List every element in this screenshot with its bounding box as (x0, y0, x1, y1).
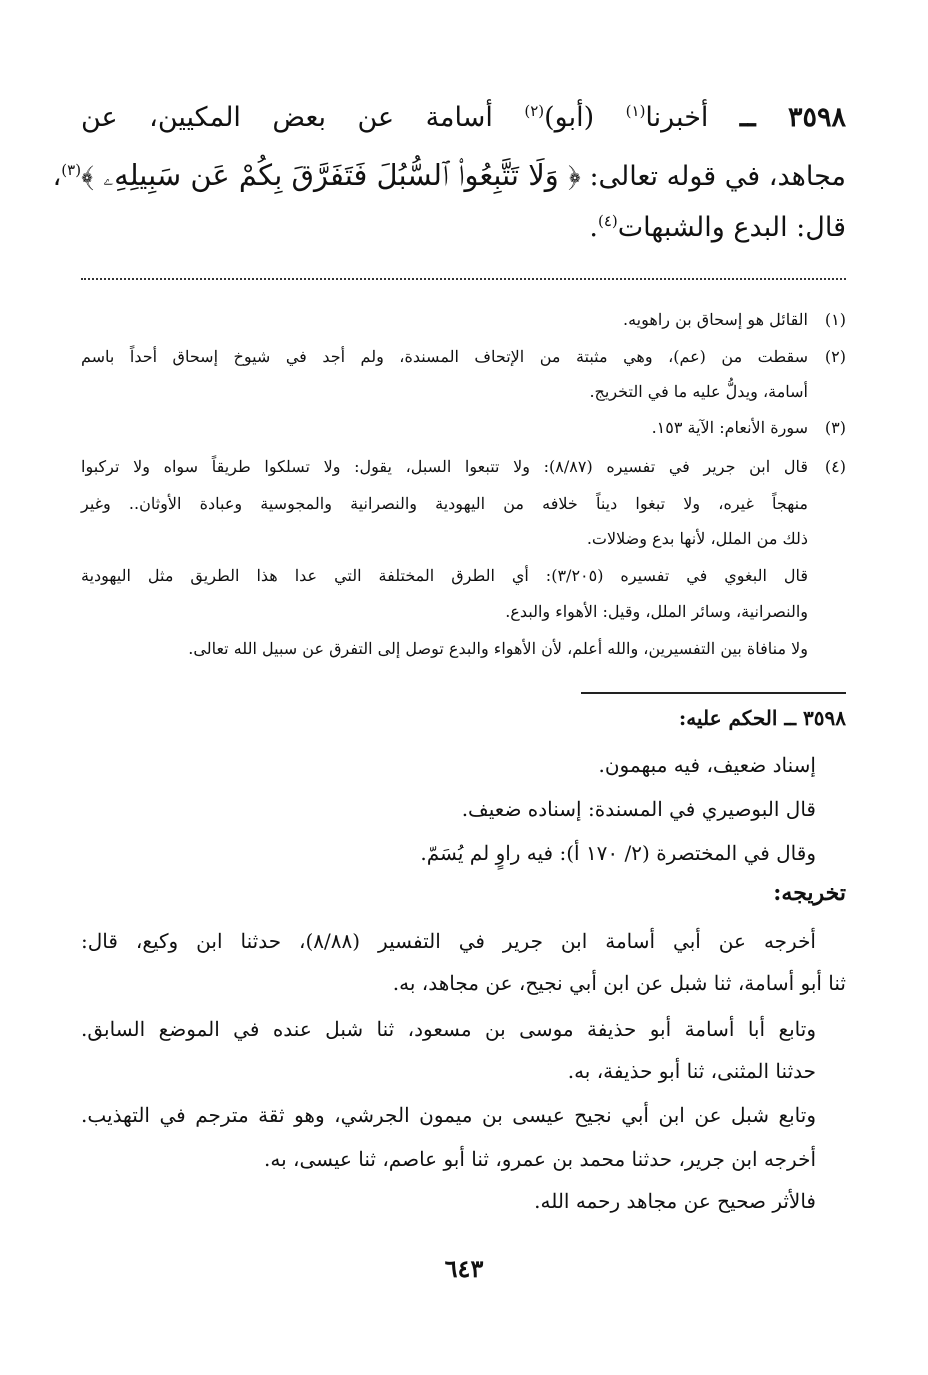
footnote-ref-2[interactable]: (٢) (524, 102, 545, 120)
footnote-2-cont: أسامة، ويدلُّ عليه ما في التخريج. (589, 382, 808, 401)
hadith-line-3 (81, 212, 846, 244)
footnote-ref-1[interactable]: (١) (625, 102, 646, 120)
footnote-number: (٢) (824, 347, 846, 366)
hadith-text: مجاهد، في قوله تعالى: (589, 161, 846, 192)
takhrij-line: حدثنا المثنى، ثنا أبو حذيفة، به. (567, 1059, 816, 1083)
hukm-line: وقال في المختصرة (٢/ ١٧٠ أ): فيه راوٍ لم يُسَمّ. (420, 841, 816, 865)
takhrij-line: فالأثر صحيح عن مجاهد رحمه الله. (534, 1189, 816, 1213)
takhrij-line: ثنا أبو أسامة، ثنا شبل عن ابن أبي نجيح، عن مجاهد، به. (392, 971, 846, 995)
footnote-3 (81, 418, 846, 438)
footnote-text: سقطت من (عم)، وهي مثبتة من الإتحاف المسندة، ولم أجد في شيوخ إسحاق أحداً باسم (81, 347, 808, 366)
hukm-line: إسناد ضعيف، فيه مبهمون. (598, 753, 816, 777)
hadith-number: ٣٥٩٨ ــ (739, 102, 846, 133)
footnote-ref-4[interactable]: (٤) (597, 212, 618, 230)
footnote-number: (٤) (824, 457, 847, 476)
footnote-2 (81, 347, 846, 367)
hadith-text: أسامة عن بعض المكيين، عن (81, 102, 493, 133)
hukm-line: قال البوصيري في المسندة: إسناده ضعيف. (461, 797, 816, 821)
footnote-4-cont: ولا منافاة بين التفسيرين، والله أعلم، لأن الأهواء والبدع توصل إلى التفرق عن سبيل الله تعالى. (188, 639, 808, 658)
hadith-text: . (589, 212, 598, 243)
takhrij-heading: تخريجه: (773, 880, 846, 906)
quran-verse: ﴿ وَلَا تَتَّبِعُوا۟ ٱلسُّبُلَ فَتَفَرَّقَ بِكُمْ عَن سَبِيلِهِۦ ﴾ (81, 158, 581, 192)
footnote-1 (81, 310, 846, 330)
hadith-text: قال: البدع والشبهات (617, 212, 846, 243)
section-divider (581, 692, 846, 694)
hadith-text: أخبرنا (645, 102, 709, 133)
footnote-text: سورة الأنعام: الآية ١٥٣. (651, 418, 808, 437)
takhrij-line: أخرجه ابن جرير، حدثنا محمد بن عمرو، ثنا أبو عاصم، ثنا عيسى، به. (263, 1147, 816, 1171)
footnote-4-cont: منهجاً غيره، ولا تبغوا ديناً خلافه من اليهودية والنصرانية والمجوسية وعبادة الأوثان.. وغير (81, 494, 808, 513)
footnote-4-cont: ذلك من الملل، لأنها بدع وضلالات. (586, 529, 808, 548)
takhrij-line: أخرجه عن أبي أسامة ابن جرير في التفسير (٨/٨٨)، حدثنا ابن وكيع، قال: (81, 929, 816, 953)
footnote-number: (١) (824, 310, 846, 329)
footnote-text: القائل هو إسحاق بن راهويه. (623, 310, 808, 329)
hukm-heading: ٣٥٩٨ ــ الحكم عليه: (678, 706, 846, 730)
takhrij-line: وتابع شبل عن ابن أبي نجيح عيسى بن ميمون الجرشي، وهو ثقة مترجم في التهذيب. (81, 1103, 816, 1127)
footnote-4 (81, 457, 846, 477)
takhrij-line: وتابع أبا أسامة أبو حذيفة موسى بن مسعود، ثنا شبل عنده في الموضع السابق. (81, 1017, 816, 1041)
hadith-line-1 (81, 102, 846, 134)
hadith-text: (أبو) (544, 102, 595, 133)
page-number: ٦٤٣ (444, 1254, 484, 1283)
footnote-ref-3[interactable]: (٣) (61, 161, 82, 179)
footnote-number: (٣) (824, 418, 846, 437)
hadith-text: ، (52, 161, 62, 192)
footnote-text: قال ابن جرير في تفسيره (٨/٨٧): ولا تتبعوا السبل، يقول: ولا تسلكوا طريقاً سواه ولا تركبوا (81, 457, 809, 476)
footnote-4-cont: قال البغوي في تفسيره (٣/٢٠٥): أي الطرق المختلفة التي عدا هذا الطريق مثل اليهودية (81, 566, 809, 585)
dotted-separator (81, 268, 846, 280)
footnote-4-cont: والنصرانية، وسائر الملل، وقيل: الأهواء والبدع. (505, 602, 808, 621)
hadith-line-2 (52, 158, 846, 193)
